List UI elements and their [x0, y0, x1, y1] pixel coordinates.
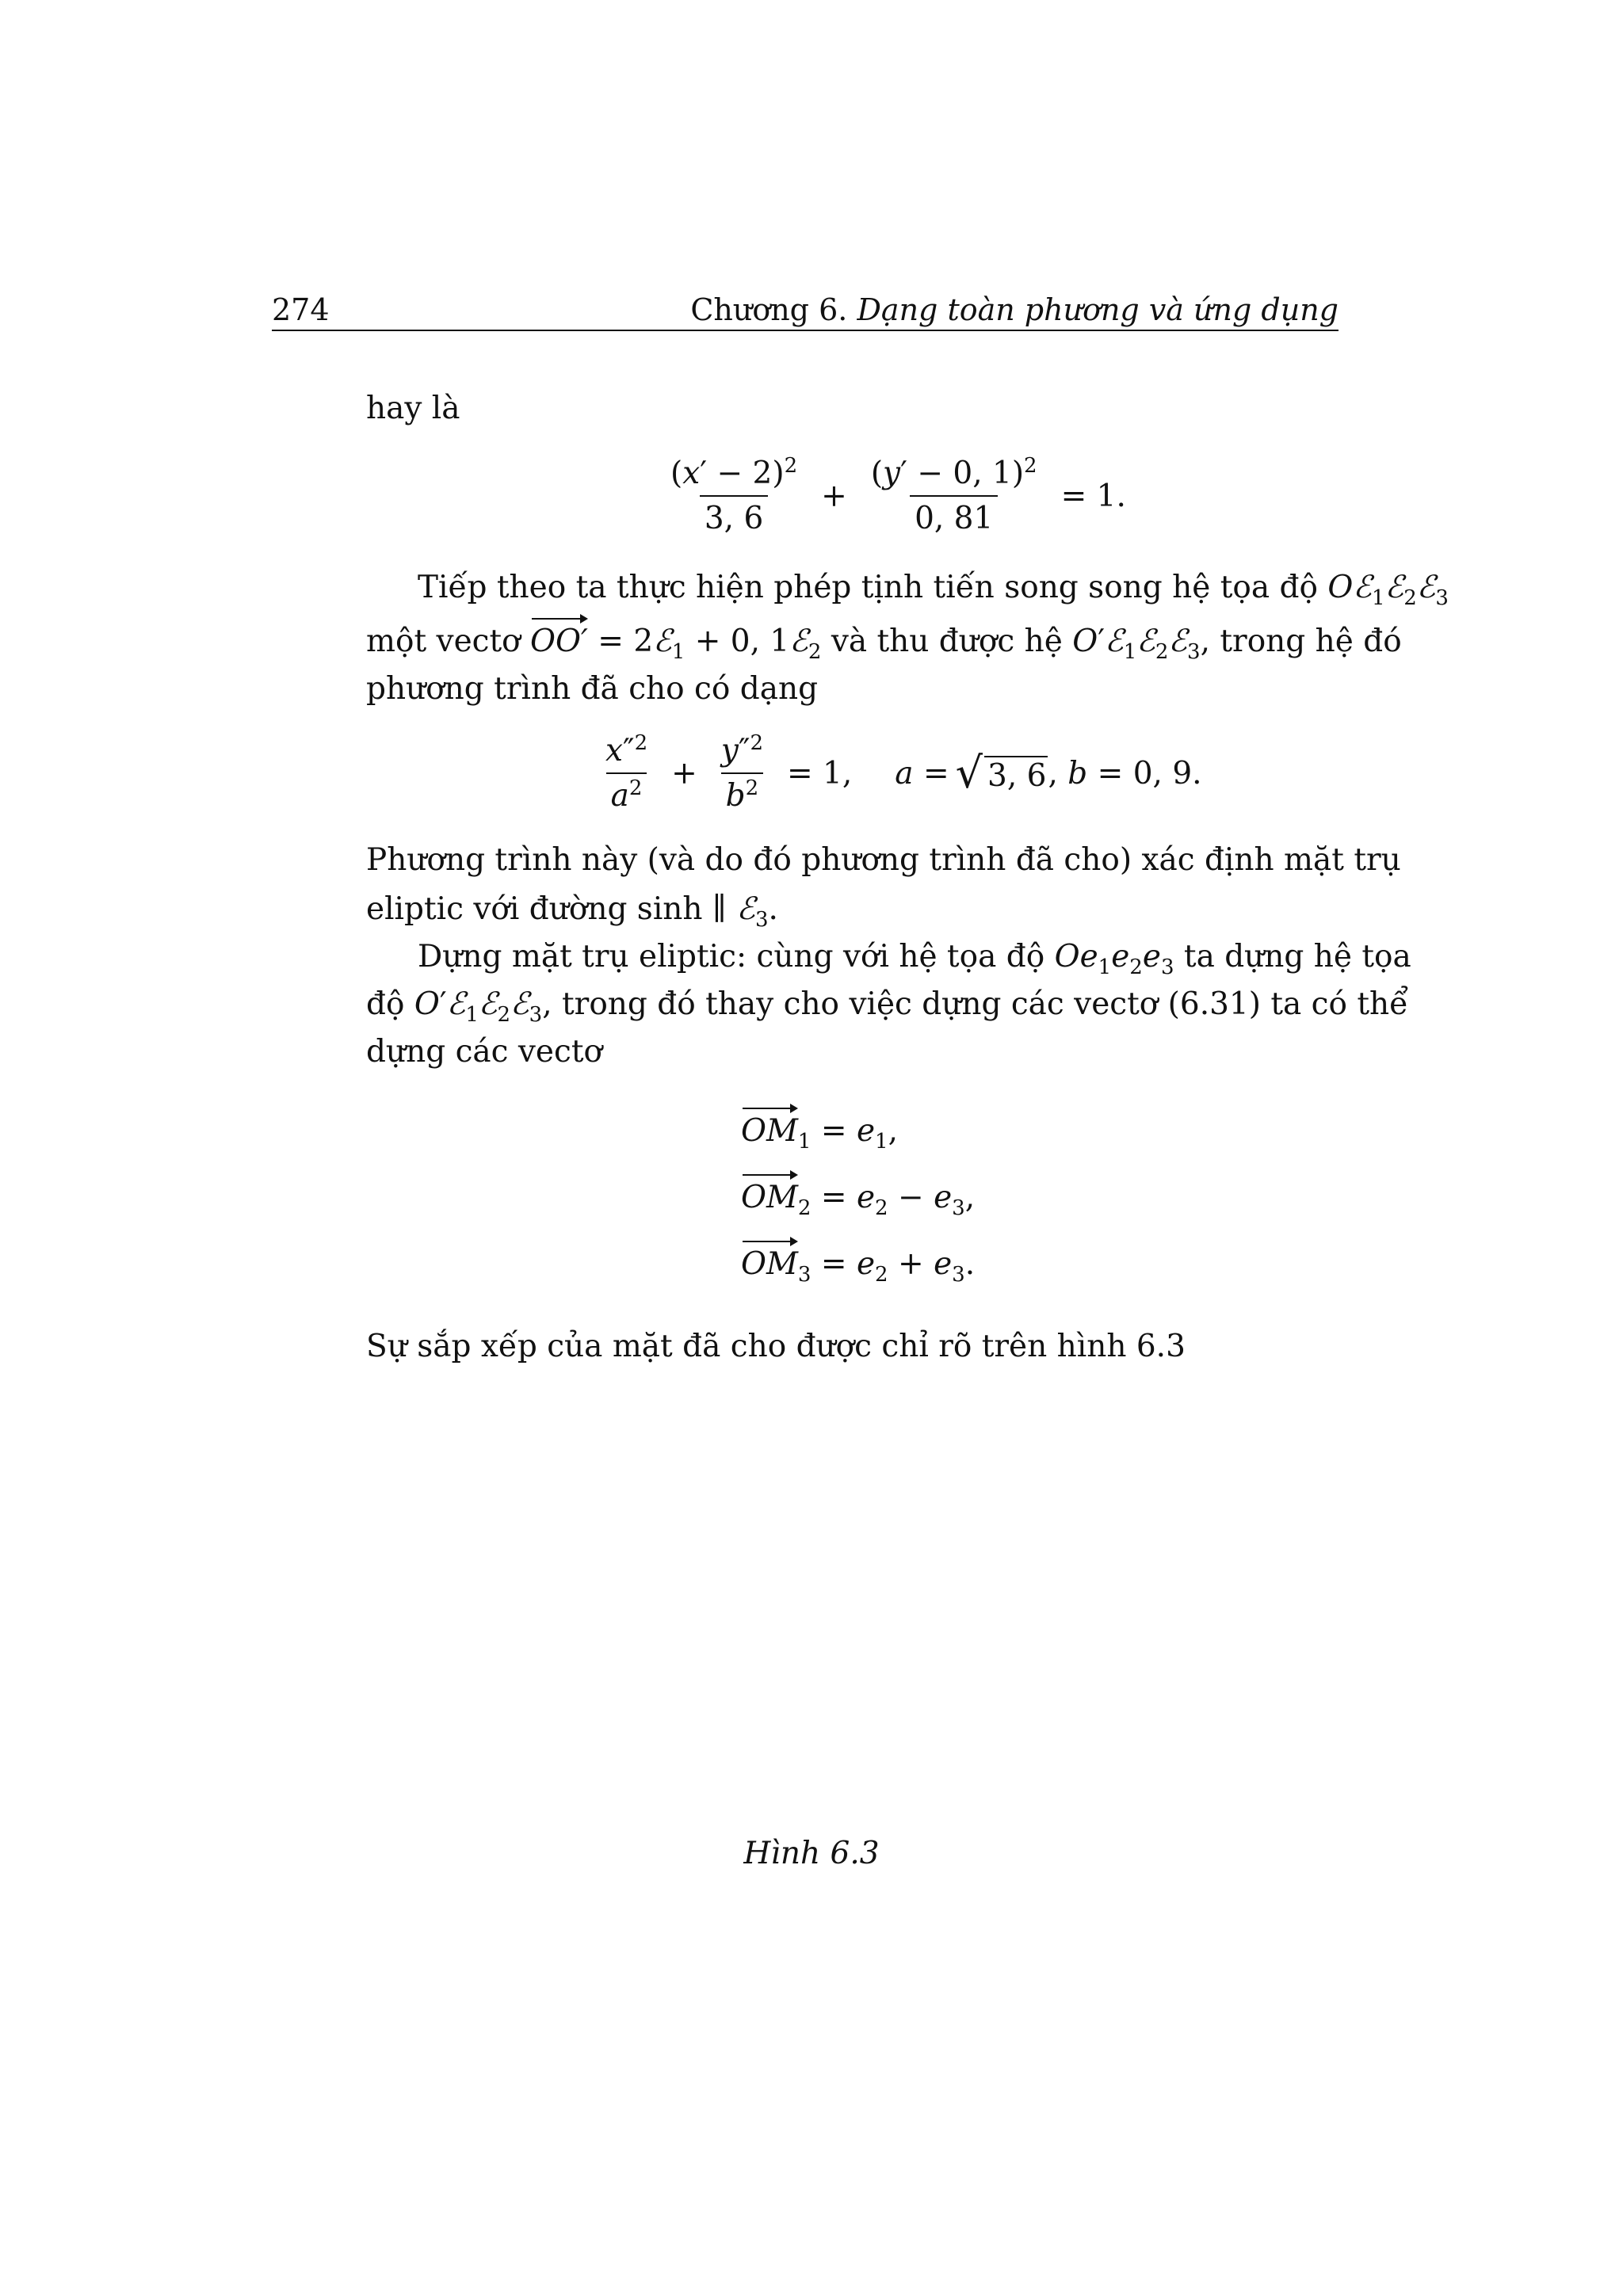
paragraph-hay-la: hay là: [366, 391, 460, 426]
figure-caption: Hình 6.3: [743, 1836, 880, 1871]
equation-om2: $OM_2 = e_2 - e_3$,: [741, 1180, 976, 1220]
equation-ellipse-canonical: $\frac{x''^2}{a^2}$ + $\frac{y''^2}{b^2}$ = 1, a = √ 3, 6 , b = 0, 9.: [605, 731, 1202, 814]
paragraph-construct-line-3: dựng các vectơ: [366, 1034, 603, 1070]
page-number: 274: [272, 292, 330, 327]
paragraph-translation-line-3: phương trình đã cho có dạng: [366, 671, 819, 707]
paragraph-construct-line-1: Dựng mặt trụ eliptic: cùng với hệ tọa độ $Oe_1e_2e_3$ ta dựng hệ tọa: [418, 939, 1411, 979]
equation-om3: $OM_3 = e_2 + e_3$.: [741, 1246, 976, 1287]
fraction-y: $\frac{(y' - 0, 1)^2}{0, 81}$: [870, 454, 1037, 536]
paragraph-arrangement: Sự sắp xếp của mặt đã cho được chỉ rõ trên hình 6.3: [366, 1329, 1186, 1364]
paragraph-translation-line-1: Tiếp theo ta thực hiện phép tịnh tiến song song hệ tọa độ Oℰ$_1$ℰ$_2$ℰ$_3$: [418, 570, 1449, 610]
fraction-x: $\frac{(x' - 2)^2}{3, 6}$: [670, 454, 798, 536]
paragraph-cylinder-line-1: Phương trình này (và do đó phương trình đã cho) xác định mặt trụ: [366, 842, 1401, 878]
paragraph-construct-line-2: độ O′ℰ$_1$ℰ$_2$ℰ$_3$, trong đó thay cho việc dựng các vectơ (6.31) ta có thể: [366, 986, 1409, 1027]
equation-ellipse-shifted: $\frac{(x' - 2)^2}{3, 6}$ + $\frac{(y' - 0, 1)^2}{0, 81}$ = 1.: [658, 458, 1137, 534]
paragraph-translation-line-2: một vectơ OO′ = 2ℰ$_1$ + 0, 1ℰ$_2$ và thu được hệ O′ℰ$_1$ℰ$_2$ℰ$_3$, trong hệ đó: [366, 624, 1402, 664]
chapter-title: Chương 6. Dạng toàn phương và ứng dụng: [690, 292, 1338, 327]
running-header: [272, 292, 1338, 331]
equation-om1: $OM_1 = e_1$,: [741, 1113, 898, 1154]
paragraph-cylinder-line-2: eliptic với đường sinh ∥ ℰ$_3$.: [366, 891, 778, 932]
